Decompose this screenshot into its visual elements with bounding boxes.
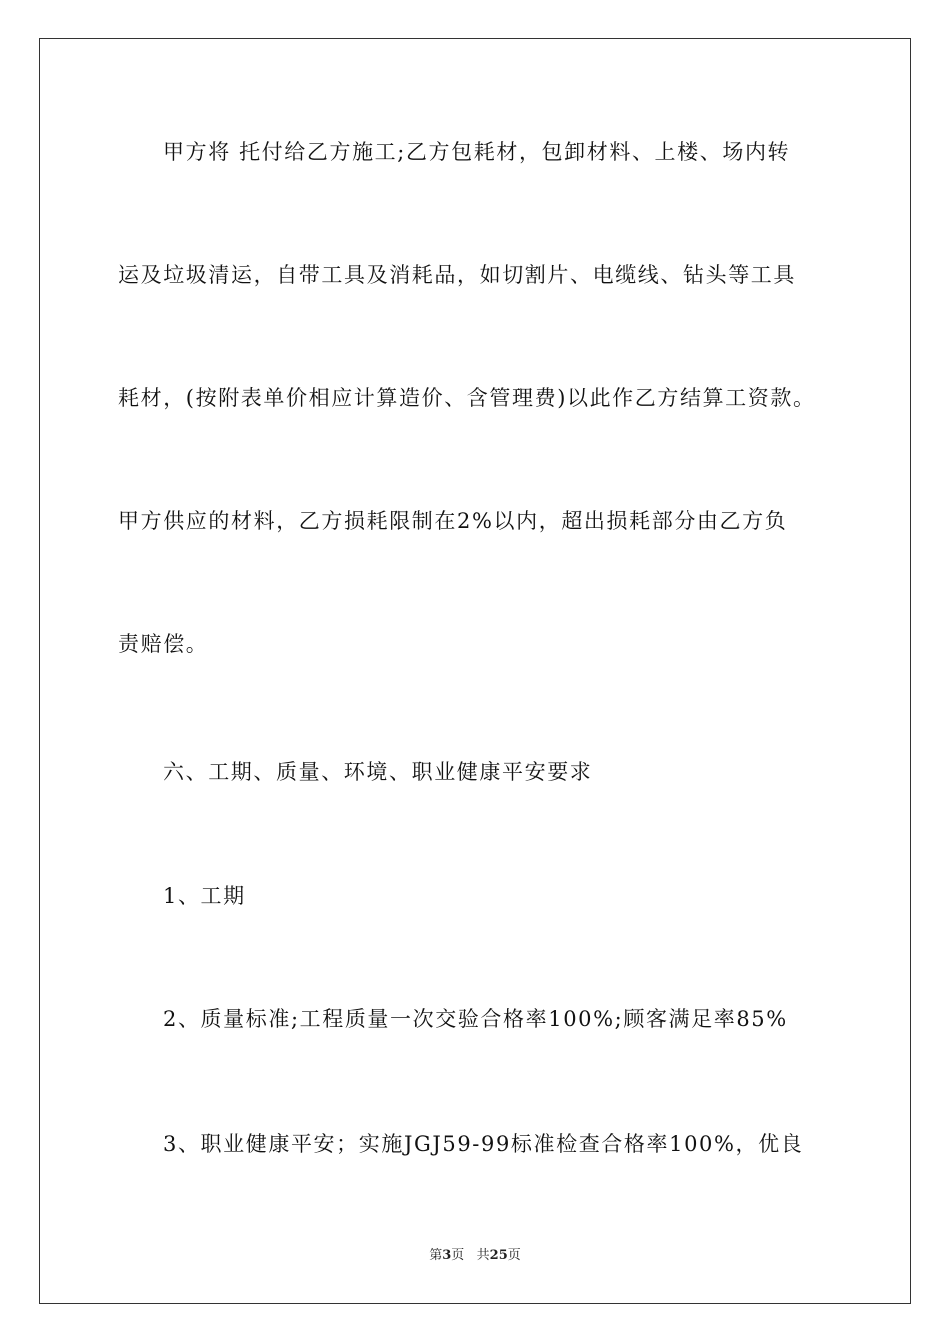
body-text-line-1: 甲方将 托付给乙方施工;乙方包耗材，包卸材料、上楼、场内转 — [163, 140, 791, 164]
footer-suffix: 页 — [507, 1248, 521, 1263]
list-item-1: 1、工期 — [163, 884, 246, 908]
footer-prefix: 第 — [429, 1248, 443, 1263]
footer-total-pages: 25 — [489, 1248, 508, 1263]
footer-current-page: 3 — [442, 1248, 452, 1263]
body-text-line-3: 耗材，(按附表单价相应计算造价、含管理费)以此作乙方结算工资款。 — [118, 386, 816, 410]
body-text-line-4: 甲方供应的材料，乙方损耗限制在2%以内，超出损耗部分由乙方负 — [118, 509, 788, 533]
page-border — [39, 38, 911, 1304]
section-heading: 六、工期、质量、环境、职业健康平安要求 — [163, 760, 593, 784]
list-item-2: 2、质量标准;工程质量一次交验合格率100%;顾客满足率85% — [163, 1007, 788, 1031]
body-text-line-5: 责赔偿。 — [118, 632, 209, 656]
list-item-3: 3、职业健康平安；实施JGJ59-99标准检查合格率100%，优良 — [163, 1132, 804, 1156]
page-footer — [0, 1248, 950, 1264]
body-text-line-2: 运及垃圾清运，自带工具及消耗品，如切割片、电缆线、钻头等工具 — [118, 263, 796, 287]
footer-middle: 页 共 — [451, 1248, 490, 1263]
